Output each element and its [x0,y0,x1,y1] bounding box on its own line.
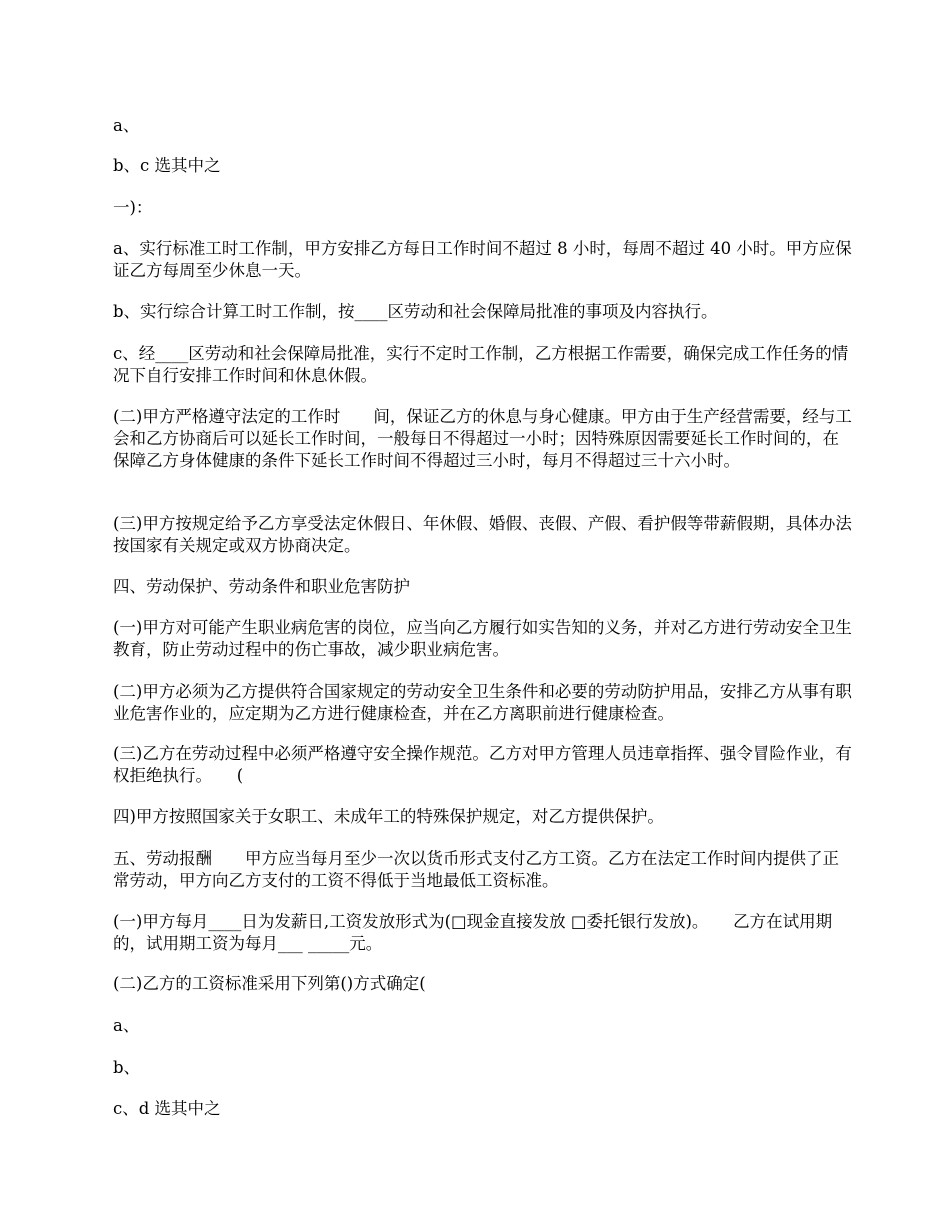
paragraph-comprehensive-hours: b、实行综合计算工时工作制，按____区劳动和社会保障局批准的事项及内容执行。 [113,302,718,321]
paragraph-bc-choose: b、c 选其中之 [113,156,221,175]
paragraph-standard-hours: a、实行标准工时工作制，甲方安排乙方每日工作时间不超过 8 小时，每周不超过 40 小时。甲方应保证乙方每周至少休息一天。 [113,239,852,280]
paragraph-paid-leave: (三)甲方按规定给予乙方享受法定休假日、年休假、婚假、丧假、产假、看护假等带薪假期，具体办法按国家有关规定或双方协商决定。 [113,514,852,555]
paragraph-b-option: b、 [113,1058,141,1077]
paragraph-safety-rules: (三)乙方在劳动过程中必须严格遵守安全操作规范。乙方对甲方管理人员违章指挥、强令冒险作业，有权拒绝执行。 ( [113,744,852,785]
paragraph-overtime-rules: (二)甲方严格遵守法定的工作时 间，保证乙方的休息与身心健康。甲方由于生产经营需要，经与工会和乙方协商后可以延长工作时间，一般每日不得超过一小时；因特殊原因需要延长工作时间的，在保障乙方身体健康的条件下延长工作时间不得超过三小时，每月不得超过三十六小时。 [113,407,852,470]
section-heading-labor-protection: 四、劳动保护、劳动条件和职业危害防护 [113,577,410,596]
paragraph-payday: (一)甲方每月____日为发薪日,工资发放形式为(□现金直接发放 □委托银行发放)。 乙方在试用期的，试用期工资为每月___ _____元。 [113,912,833,953]
paragraph-wage-standard: (二)乙方的工资标准采用下列第()方式确定( [113,974,426,993]
paragraph-a-option-2: a、 [113,1016,140,1035]
paragraph-flexible-hours: c、经____区劳动和社会保障局批准，实行不定时工作制，乙方根据工作需要，确保完成工作任务的情况下自行安排工作时间和休息休假。 [113,344,849,385]
paragraph-special-protection: 四)甲方按照国家关于女职工、未成年工的特殊保护规定，对乙方提供保护。 [113,807,664,826]
paragraph-cd-choose: c、d 选其中之 [113,1099,221,1118]
paragraph-occupational-hazard: (一)甲方对可能产生职业病危害的岗位，应当向乙方履行如实告知的义务，并对乙方进行劳动安全卫生教育，防止劳动过程中的伤亡事故，减少职业病危害。 [113,618,852,659]
paragraph-safety-conditions: (二)甲方必须为乙方提供符合国家规定的劳动安全卫生条件和必要的劳动防护用品，安排乙方从事有职业危害作业的，应定期为乙方进行健康检查，并在乙方离职前进行健康检查。 [113,682,852,723]
section-heading-remuneration: 五、劳动报酬 甲方应当每月至少一次以货币形式支付乙方工资。乙方在法定工作时间内提供了正常劳动，甲方向乙方支付的工资不得低于当地最低工资标准。 [113,849,839,890]
paragraph-a-option: a、 [113,116,140,135]
paragraph-one-close: 一)： [113,198,153,217]
